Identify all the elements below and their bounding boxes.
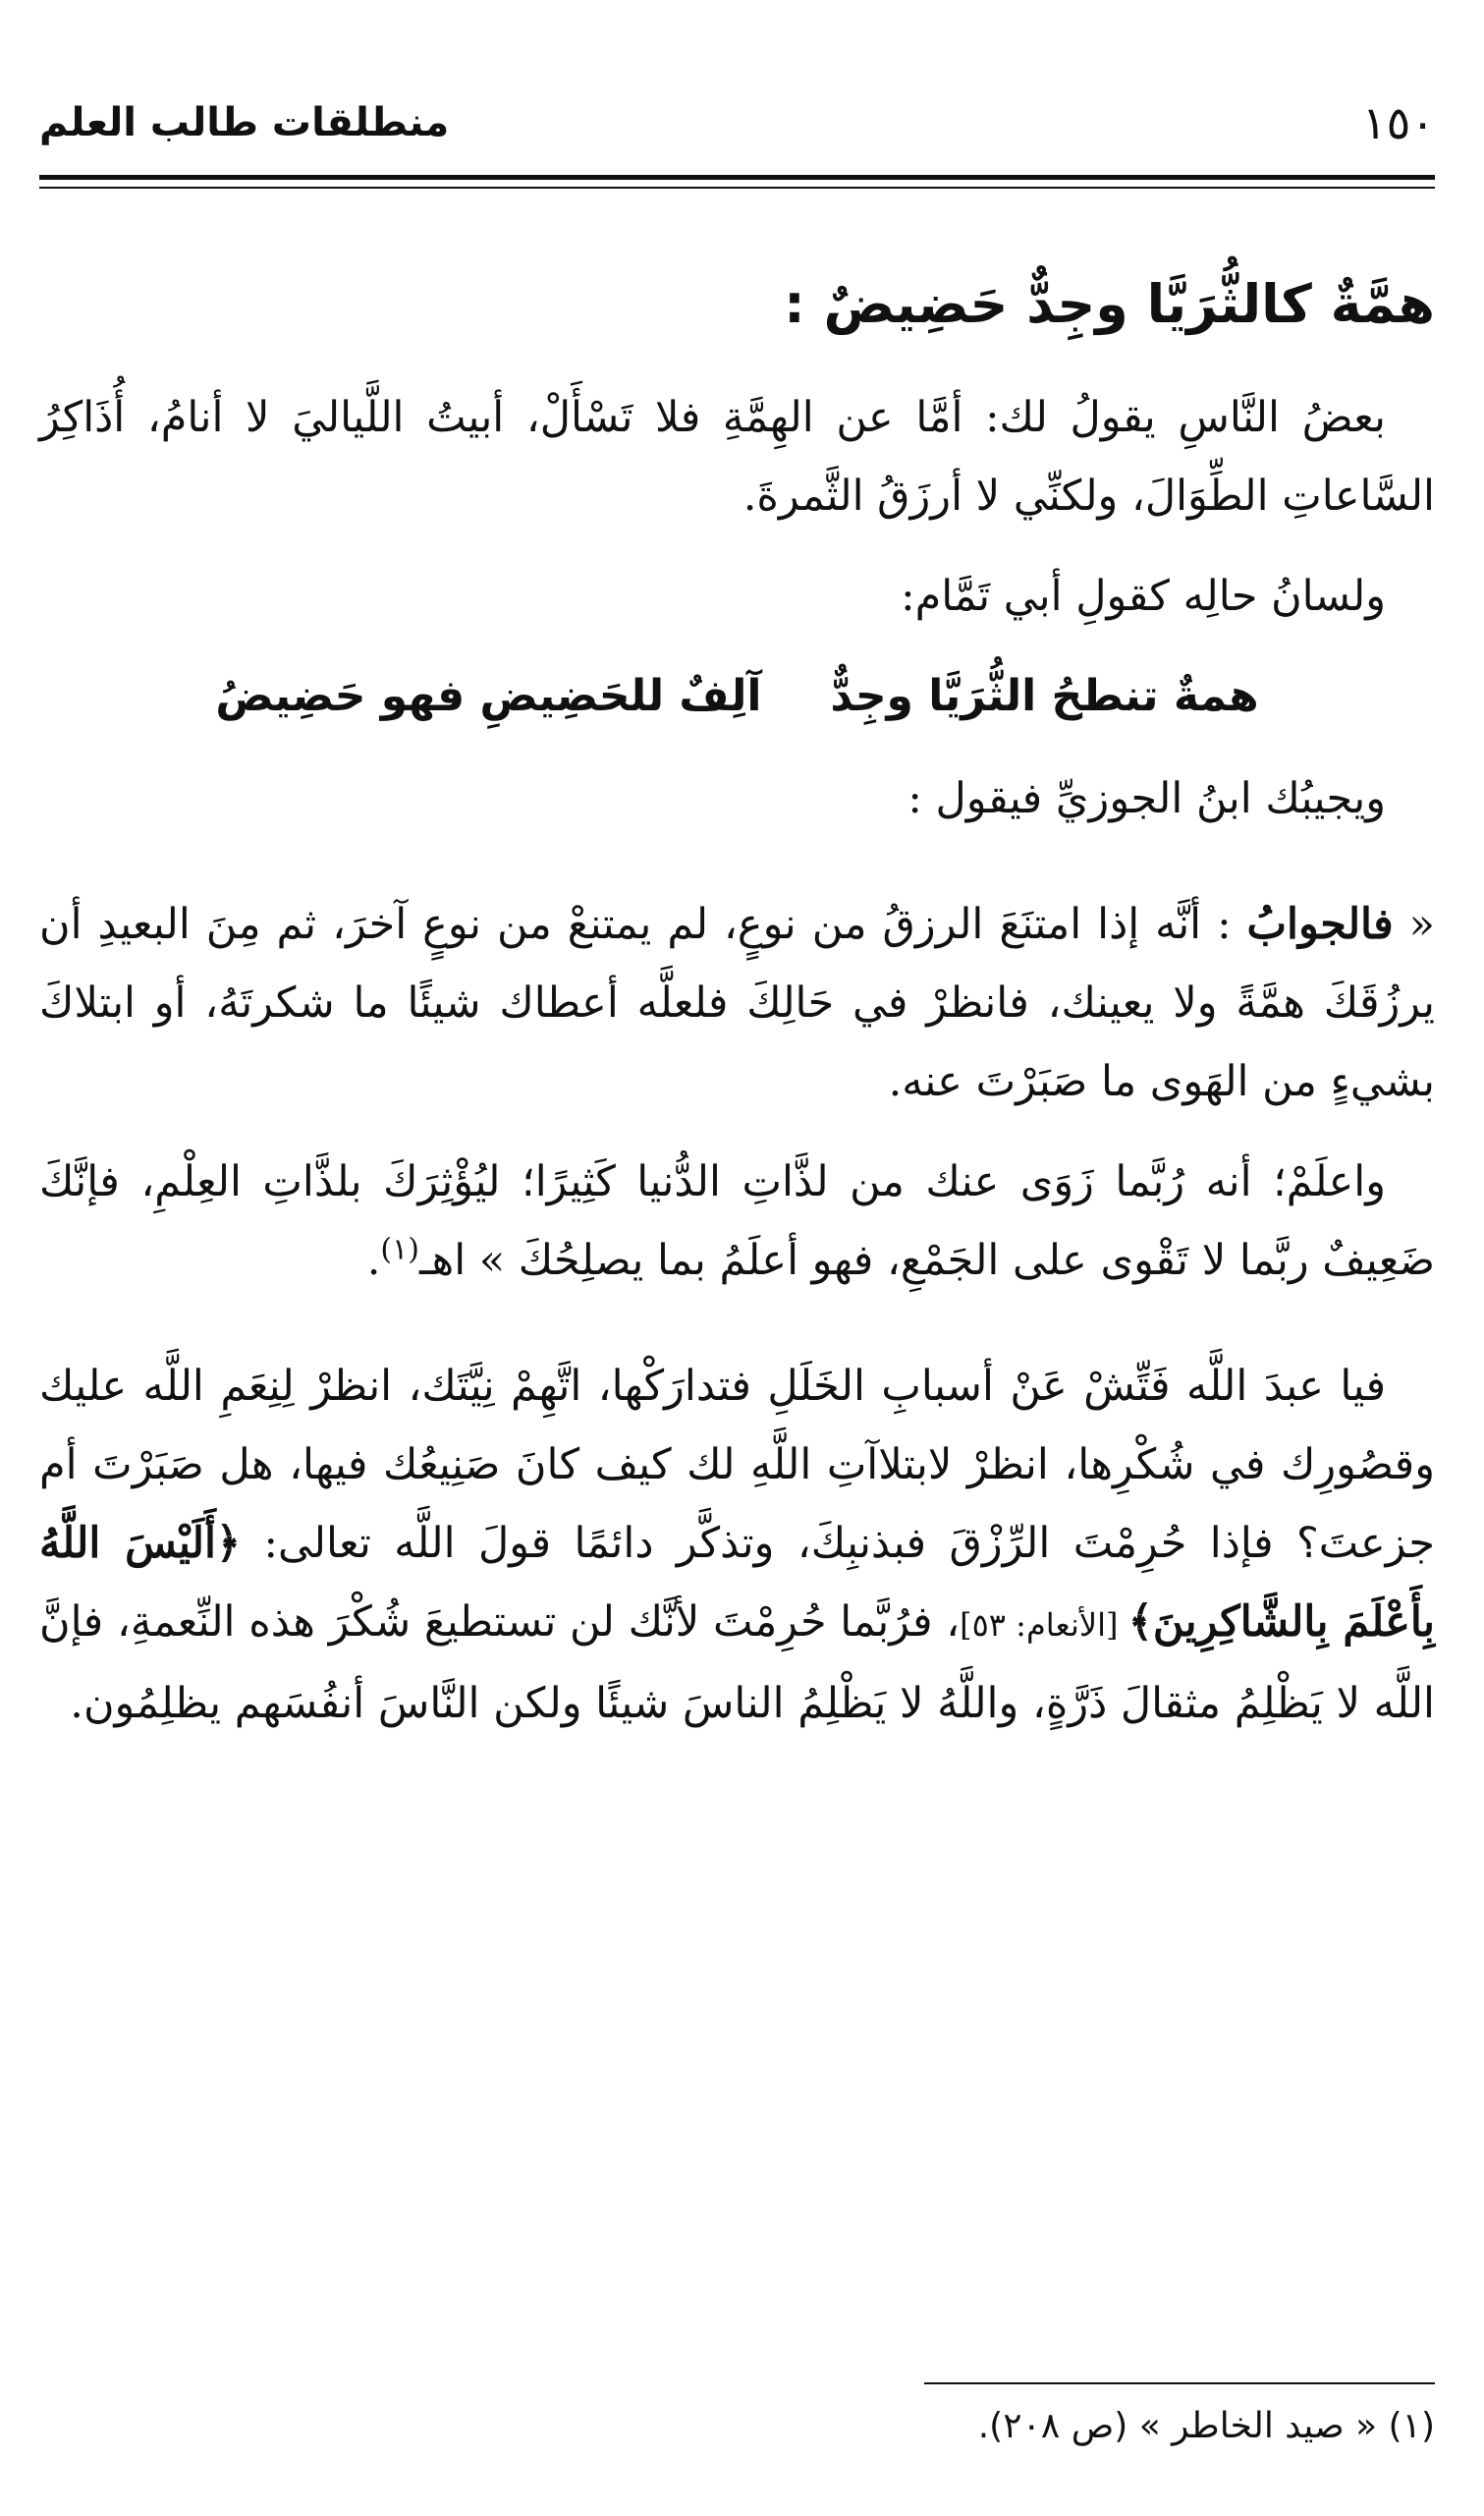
paragraph-4 [39, 885, 1435, 1121]
book-title: منطلقات طالب العلم [39, 100, 450, 145]
running-header [39, 88, 1435, 157]
page-body [39, 260, 1435, 1764]
section-heading: همَّةٌ كالثُّرَيَّا وجِدٌّ حَضِيضٌ : [784, 273, 1435, 335]
paragraph-5-end: . [366, 1236, 381, 1285]
header-rule-thin [39, 187, 1435, 189]
paragraph-4-text: : أنَّه إذا امتنَعَ الرزقُ من نوعٍ، لم يمتنعْ من نوعٍ آخرَ، ثم مِنَ البعيدِ أن يرزُقَكَ همَّةً ولا يعينك، فانظرْ في حَالِكَ فلعلَّه أعطاك شيئًا ما شكرتَهُ، أو ابتلاكَ بشيءٍ من الهَوى ما صَبَرْتَ عنه. [39, 900, 1435, 1106]
paragraph-5-text: واعلَمْ؛ أنه رُبَّما زَوَى عنك من لذَّاتِ الدُّنيا كَثِيرًا؛ ليُؤْثِرَكَ بلذَّاتِ العِلْمِ، فإنَّكَ ضَعِيفٌ ربَّما لا تَقْوى على الجَمْعِ، فهو أعلَمُ بما يصلِحُكَ » اهـ [39, 1157, 1435, 1285]
paragraph-2: ولسانُ حالِه كقولِ أبي تَمَّام: [901, 572, 1386, 621]
paragraph-6-text: فيا عبدَ اللَّه فَتِّشْ عَنْ أسبابِ الخَلَلِ فتدارَكْها، اتَّهِمْ نِيَّتَك، انظرْ لِنِعَمِ اللَّه عليك وقصُورِك في شُكْرِها، انظرْ لابتلاآتِ اللَّهِ لك كيف كانَ صَنِيعُك فيها، هل صَبَرْتَ أم جزعتَ؟ فإذا حُرِمْتَ الرِّزْقَ فبذنبِكَ، وتذكَّر دائمًا قولَ اللَّه تعالى: [39, 1362, 1435, 1568]
header-rule-thick [39, 175, 1435, 180]
footnote-marker: (١) [380, 1232, 419, 1267]
page-number: ١٥٠ [1361, 96, 1435, 149]
footnote: (١) « صيد الخاطر » (ص ٢٠٨). [977, 2406, 1435, 2446]
poem-verse [39, 657, 1435, 736]
paragraph-6 [39, 1347, 1435, 1743]
paragraph-3: ويجيبُك ابنُ الجوزيِّ فيقول : [907, 774, 1386, 823]
paragraph-5 [39, 1143, 1435, 1300]
quran-verse: ﴿أَلَيْسَ اللَّهُ بِأَعْلَمَ بِالشَّاكِرِينَ﴾ [39, 1519, 1436, 1647]
paragraph-6-end: ، فرُبَّما حُرِمْتَ لأنَّك لن تستطيعَ شُكْرَ هذه النِّعمةِ، فإنَّ اللَّه لا يَظْلِمُ مثقالَ ذَرَّةٍ، واللَّهُ لا يَظْلِمُ الناسَ شيئًا ولكن النَّاسَ أنفُسَهم يظلِمُون. [39, 1597, 1435, 1728]
book-page [39, 59, 1435, 2476]
verse-second-hemistich: آلِفٌ للحَضِيضِ فهو حَضِيضُ [215, 671, 762, 721]
footnote-rule [924, 2382, 1435, 2384]
spacer [39, 860, 1435, 885]
quote-label: فالجوابُ [1246, 900, 1394, 949]
spacer [39, 1321, 1435, 1347]
verse-first-hemistich: همةٌ تنطحُ الثُّرَيَّا وجِدٌّ [830, 671, 1259, 721]
quote-open-mark: « [1393, 900, 1435, 949]
paragraph-1: بعضُ النَّاسِ يقولُ لك: أمَّا عن الهِمَّةِ فلا تَسْأَلْ، أبيتُ اللَّياليَ لا أنامُ، أُذَاكِرُ السَّاعاتِ الطِّوَالَ، ولكنِّي لا أرزَقُ الثَّمرةَ. [39, 393, 1435, 521]
quran-reference: [الأنعام: ٥٣] [960, 1606, 1128, 1644]
